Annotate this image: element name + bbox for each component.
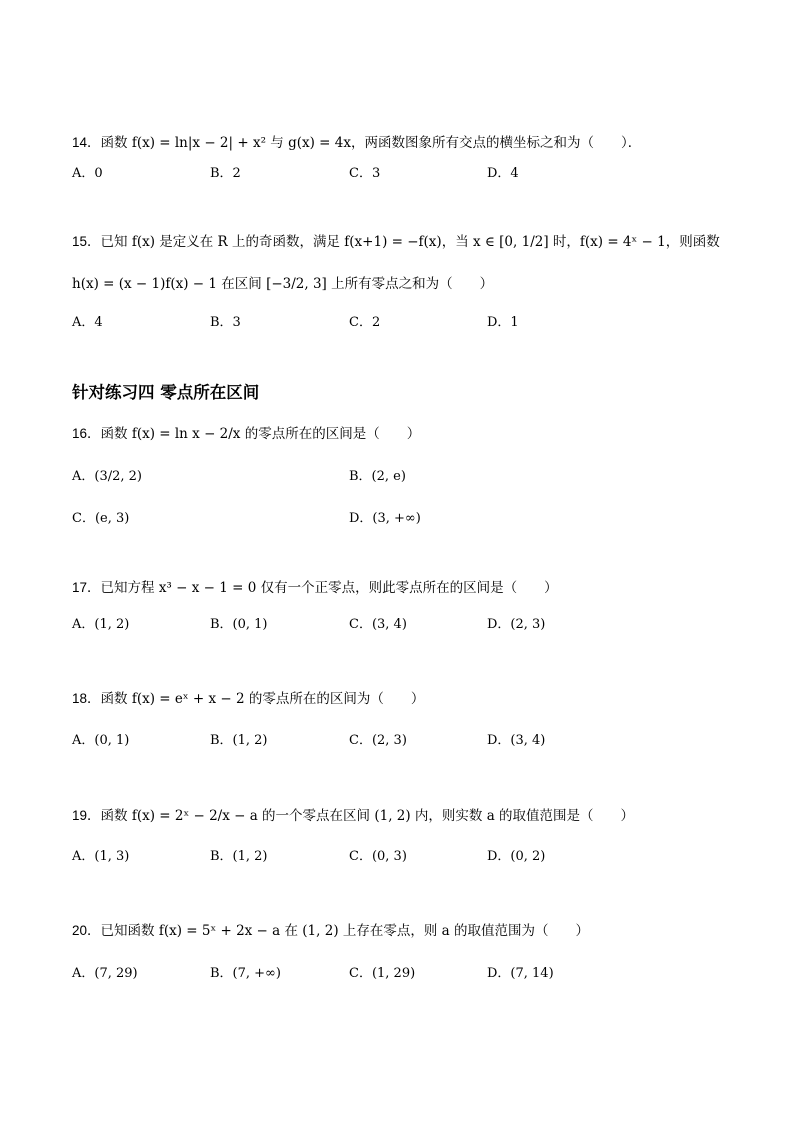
question-17-stem — [72, 577, 558, 599]
question-20-option-d: D．(7, 14) — [487, 966, 554, 981]
question-16-stem — [72, 423, 420, 445]
question-text: 已知函数 f(x) = 5ˣ + 2x − a 在 (1, 2) 上存在零点，则 a 的取值范围为（ ） — [100, 923, 590, 939]
question-18-option-d: D．(3, 4) — [487, 733, 546, 748]
question-20-stem — [72, 920, 589, 942]
question-16-option-d: D．(3, +∞) — [349, 511, 421, 526]
question-16-option-b: B．(2, e) — [349, 469, 406, 484]
question-15-option-b: B．3 — [210, 315, 241, 330]
question-14-stem — [72, 132, 641, 154]
question-text: 函数 f(x) = ln x − 2/x 的零点所在的区间是（ ） — [100, 426, 421, 442]
question-19-option-c: C．(0, 3) — [349, 849, 407, 864]
section-title: 针对练习四 零点所在区间 — [72, 383, 260, 402]
question-16-option-c: C．(e, 3) — [72, 511, 130, 526]
question-14-option-a: A．0 — [72, 166, 103, 181]
question-15-stem-line-1 — [72, 231, 720, 253]
question-17-option-a: A．(1, 2) — [72, 617, 130, 632]
question-17-option-d: D．(2, 3) — [487, 617, 546, 632]
question-15-stem-line-2: h(x) = (x − 1)f(x) − 1 在区间 [−3/2, 3] 上所有零点之和为（ ） — [72, 276, 494, 292]
question-14-option-b: B．2 — [210, 166, 241, 181]
question-17-option-c: C．(3, 4) — [349, 617, 407, 632]
question-number: 16． — [72, 426, 101, 441]
question-14-option-c: C．3 — [349, 166, 381, 181]
question-19-option-b: B．(1, 2) — [210, 849, 268, 864]
question-19-stem — [72, 805, 634, 827]
question-16-option-a: A．(3/2, 2) — [72, 469, 142, 484]
question-18-stem — [72, 688, 424, 710]
question-19-option-a: A．(1, 3) — [72, 849, 130, 864]
question-20-option-a: A．(7, 29) — [72, 966, 138, 981]
question-19-option-d: D．(0, 2) — [487, 849, 546, 864]
question-text: 函数 f(x) = ln|x − 2| + x² 与 g(x) = 4x，两函数图象所有交点的横坐标之和为（ ）． — [100, 135, 642, 151]
question-text: 已知 f(x) 是定义在 R 上的奇函数，满足 f(x+1) = −f(x)，当 x ∈ [0, 1/2] 时，f(x) = 4ˣ − 1，则函数 — [100, 234, 720, 250]
question-20-option-b: B．(7, +∞) — [210, 966, 281, 981]
question-number: 19． — [72, 808, 101, 823]
question-number: 18． — [72, 691, 101, 706]
question-15-option-d: D．1 — [487, 315, 519, 330]
question-18-option-c: C．(2, 3) — [349, 733, 407, 748]
question-20-option-c: C．(1, 29) — [349, 966, 416, 981]
question-17-option-b: B．(0, 1) — [210, 617, 268, 632]
question-text: 函数 f(x) = 2ˣ − 2/x − a 的一个零点在区间 (1, 2) 内，则实数 a 的取值范围是（ ） — [100, 808, 635, 824]
question-18-option-a: A．(0, 1) — [72, 733, 130, 748]
question-18-option-b: B．(1, 2) — [210, 733, 268, 748]
question-number: 14． — [72, 135, 101, 150]
question-14-option-d: D．4 — [487, 166, 519, 181]
question-number: 17． — [72, 580, 101, 595]
question-15-option-a: A．4 — [72, 315, 103, 330]
question-text: 已知方程 x³ − x − 1 = 0 仅有一个正零点，则此零点所在的区间是（ ） — [100, 580, 558, 596]
question-15-option-c: C．2 — [349, 315, 381, 330]
question-number: 20． — [72, 923, 101, 938]
question-text: 函数 f(x) = eˣ + x − 2 的零点所在的区间为（ ） — [100, 691, 425, 707]
question-number: 15． — [72, 234, 101, 249]
